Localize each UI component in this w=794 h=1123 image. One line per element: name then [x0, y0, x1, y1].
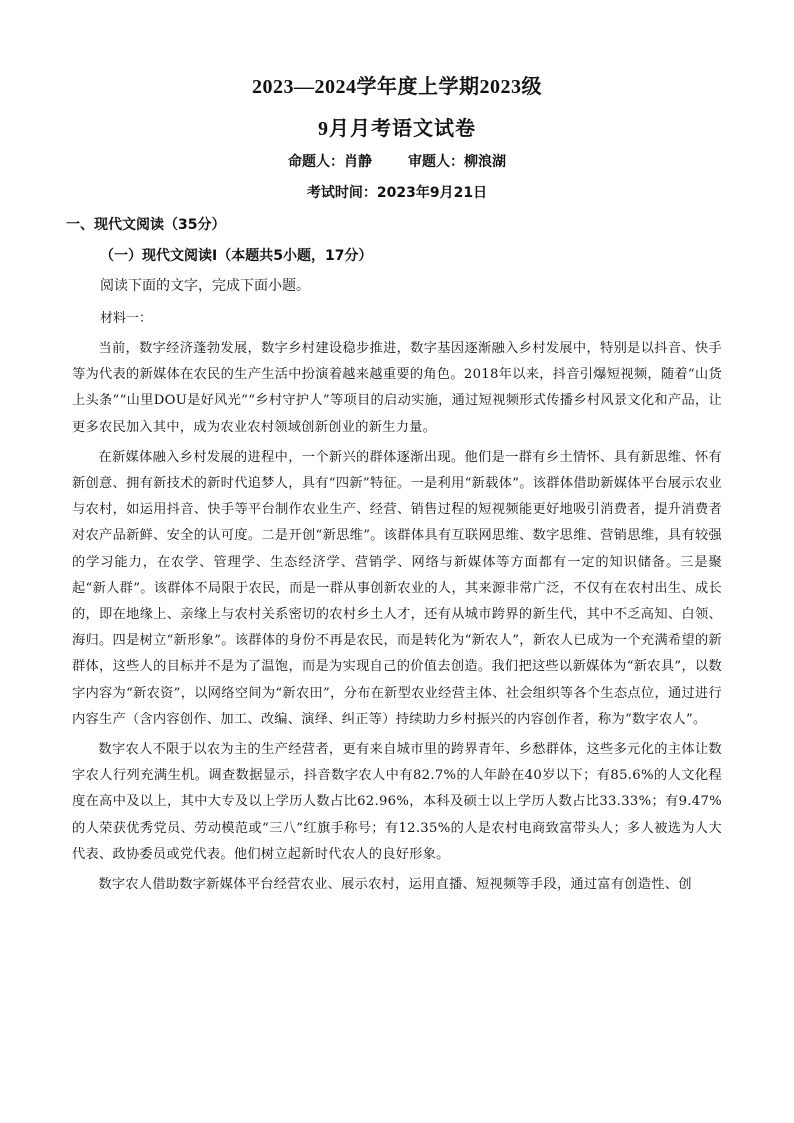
subsection-heading: （一）现代文阅读Ⅰ（本题共5小题，17分） [100, 248, 373, 264]
paragraph: 数字农人借助数字新媒体平台经营农业、展示农村，运用直播、短视频等手段，通过富有创造性、创 [98, 877, 692, 893]
section-heading: 一、现代文阅读（35分） [66, 217, 226, 233]
reviewer-label: 审题人：柳浪湖 [408, 154, 506, 170]
paragraph: 在新媒体融入乡村发展的进程中，一个新兴的群体逐渐出现。他们是一群有乡土情怀、具有新思维、怀有新创意、拥有新技术的新时代追梦人，具有“四新”特征。一是利用“新载体”。该群体借助新媒体平台展示农业与农村，如运用抖音、快手等平台制作农业生产、经营、销售过程的短视频能更好地吸引消费者，提升消费者对农产品新鲜、安全的认可度。二是开创“新思维”。该群体具有互联网思维、数字思维、营销思维，具有较强的学习能力，在农学、管理学、生态经济学、营销学、网络与新媒体等方面都有一定的知识储备。三是聚起“新人群”。该群体不局限于农民，而是一群从事创新农业的人，其来源非常广泛，不仅有在农村出生、成长的，即在地缘上、亲缘上与农村关系密切的农村乡土人才，还有从城市跨界的新生代，其中不乏高知、白领、海归。四是树立“新形象”。该群体的身份不再是农民，而是转化为“新农人”，新农人已成为一个充满希望的新群体，这些人的目标并不是为了温饱，而是为实现自己的价值去创造。我们把这些以新媒体为“新农具”，以数字内容为“新农资”，以网络空间为“新农田”，分布在新型农业经营主体、社会组织等各个生态点位，通过进行内容生产（含内容创作、加工、改编、演绎、纠正等）持续助力乡村振兴的内容创作者，称为“数字农人”。 [72, 449, 722, 727]
exam-time: 考试时间：2023年9月21日 [306, 185, 488, 201]
material-label: 材料一： [100, 311, 153, 326]
setter-label: 命题人：肖静 [288, 154, 372, 170]
passage-body [72, 336, 722, 902]
paragraph: 当前，数字经济蓬勃发展，数字乡村建设稳步推进，数字基因逐渐融入乡村发展中，特别是以抖音、快手等为代表的新媒体在农民的生产生活中扮演着越来越重要的角色。2018年以来，抖音引爆短视频，随着“山货上头条”“山里DOU是好风光”“乡村守护人”等项目的启动实施，通过短视频形式传播乡村风景文化和产品，让更多农民加入其中，成为农业农村领域创新创业的新生力量。 [72, 341, 722, 435]
paragraph: 数字农人不限于以农为主的生产经营者，更有来自城市里的跨界青年、乡愁群体，这些多元化的主体让数字农人行列充满生机。调查数据显示，抖音数字农人中有82.7%的人年龄在40岁以下；有85.6%的人文化程度在高中及以上，其中大专及以上学历人数占比62.96%，本科及硕士以上学历人数占比33.33%；有9.47%的人荣获优秀党员、劳动模范或“三八”红旗手称号；有12.35%的人是农村电商致富带头人；多人被选为人大代表、政协委员或党代表。他们树立起新时代农人的良好形象。 [72, 742, 722, 862]
reading-instruction: 阅读下面的文字，完成下面小题。 [100, 278, 310, 294]
exam-subtitle: 9月月考语文试卷 [318, 118, 476, 140]
authors-line [0, 151, 794, 171]
exam-title: 2023—2024学年度上学期2023级 [252, 76, 542, 98]
